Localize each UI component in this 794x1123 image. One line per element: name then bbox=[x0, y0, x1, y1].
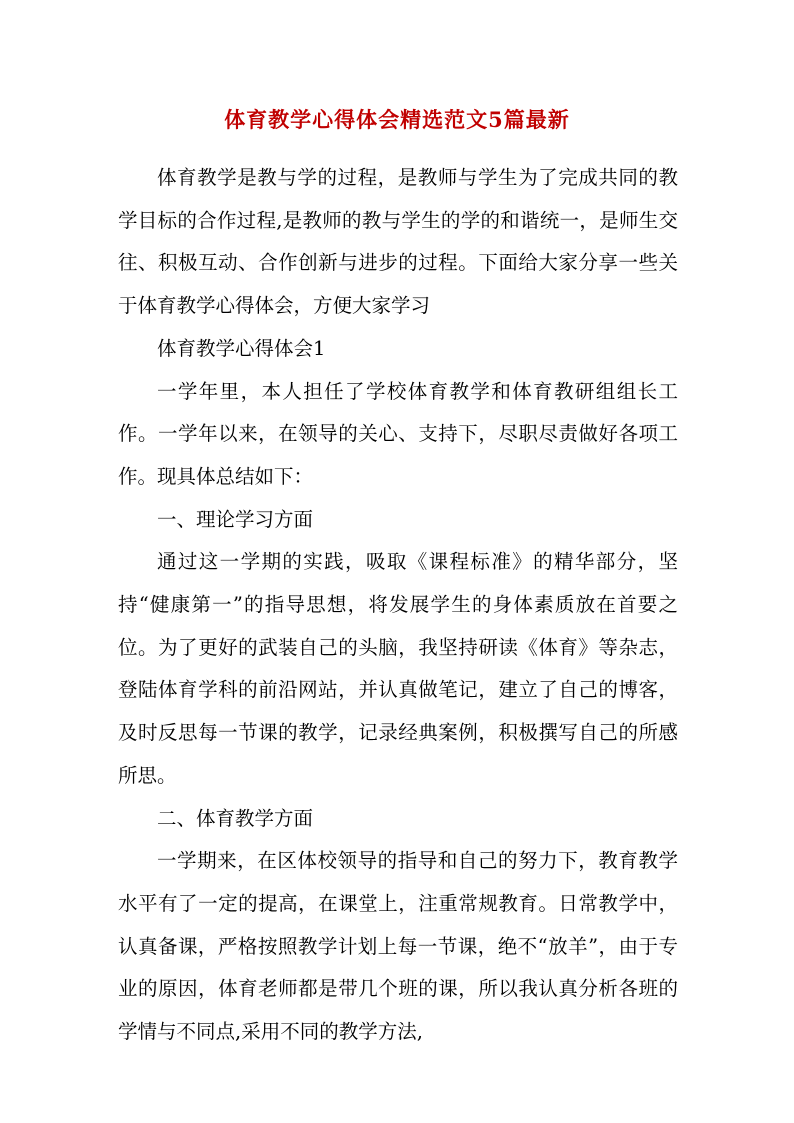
section-heading-teaching: 二、体育教学方面 bbox=[157, 806, 314, 830]
document-title: 体育教学心得体会精选范文5篇最新 bbox=[224, 107, 570, 132]
intro-paragraph: 体育教学是教与学的过程，是教师与学生为了完成共同的教学目标的合作过程,是教师的教与学生的学的和谐统一，是师生交往、积极互动、合作创新与进步的过程。下面给大家分享一些关于体育教学心得体会，方便大家学习 bbox=[118, 166, 678, 318]
paragraph-teaching: 一学期来，在区体校领导的指导和自己的努力下，教育教学水平有了一定的提高，在课堂上，注重常规教育。日常教学中，认真备课，严格按照教学计划上每一节课，绝不“放羊”，由于专业的原因，体育老师都是带几个班的课，所以我认真分析各班的学情与不同点,采用不同的教学方法, bbox=[118, 849, 678, 1044]
section-heading-theory: 一、理论学习方面 bbox=[157, 507, 314, 531]
paragraph-overview: 一学年里，本人担任了学校体育教学和体育教研组组长工作。一学年以来，在领导的关心、支持下，尽职尽责做好各项工作。现具体总结如下： bbox=[118, 379, 678, 488]
paragraph-theory: 通过这一学期的实践，吸取《课程标准》的精华部分，坚持“健康第一”的指导思想，将发展学生的身体素质放在首要之位。为了更好的武装自己的头脑，我坚持研读《体育》等杂志，登陆体育学科的前沿网站，并认真做笔记，建立了自己的博客，及时反思每一节课的教学，记录经典案例，积极撰写自己的所感所思。 bbox=[118, 550, 678, 787]
document-body bbox=[118, 157, 678, 1054]
section-heading-experience-1: 体育教学心得体会1 bbox=[157, 336, 326, 360]
